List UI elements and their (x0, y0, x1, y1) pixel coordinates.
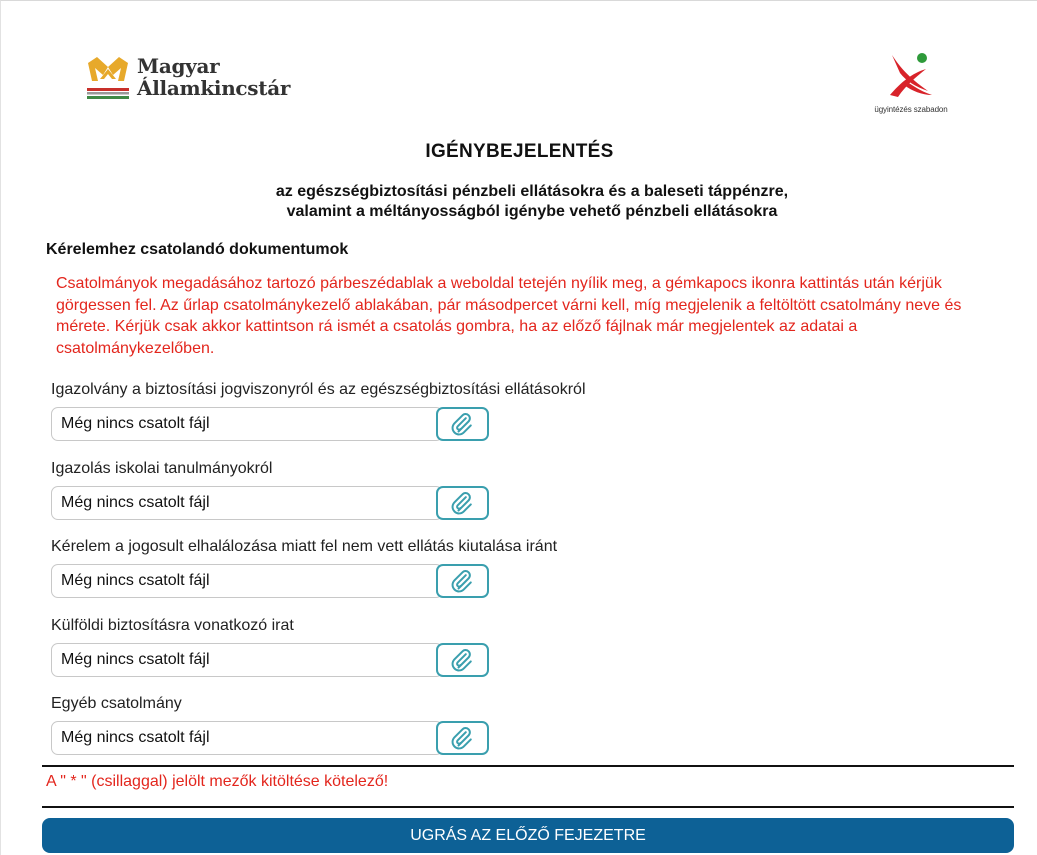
attach-file-button[interactable] (436, 407, 489, 441)
attachment-row (51, 643, 489, 677)
attachment-group (51, 615, 489, 677)
subtitle-line-2: valamint a méltányosságból igénybe vehető pénzbeli ellátásokra (286, 203, 778, 220)
attachment-notice: Csatolmányok megadásához tartozó párbeszédablak a weboldal tetején nyílik meg, a gémkapocs ikonra kattintás után kérjük görgessen fel. Az űrlap csatolmánykezelő ablakában, pár másodpercet várni kell, míg megjelenik a feltöltött csatolmány neve és mérete. Kérjük csak akkor kattintson rá ismét a csatolás gombra, ha az előző fájlnak már megjelentek az adatai a csatolmánykezelőben. (56, 275, 962, 357)
attachment-file-field[interactable]: Még nincs csatolt fájl (51, 721, 443, 755)
attachment-group (51, 536, 557, 598)
attach-file-button[interactable] (436, 721, 489, 755)
page-subtitle (1, 182, 1037, 222)
attach-file-button[interactable] (436, 486, 489, 520)
attachment-label: Igazolás iskolai tanulmányokról (51, 460, 273, 477)
page-title: IGÉNYBEJELENTÉS (425, 141, 614, 162)
divider-bottom (42, 806, 1014, 808)
attachment-row (51, 486, 489, 520)
attachment-label: Kérelem a jogosult elhalálozása miatt fel nem vett ellátás kiutalása iránt (51, 538, 558, 555)
brand-line-2: Államkincstár (137, 76, 291, 100)
attachment-row (51, 407, 489, 441)
paperclip-icon (450, 726, 476, 750)
previous-section-button[interactable]: UGRÁS AZ ELŐZŐ FEJEZETRE (42, 818, 1014, 853)
ugyintezes-mark-icon (886, 51, 936, 99)
subtitle-line-1: az egészségbiztosítási pénzbeli ellátásokra és a baleseti táppénzre, (275, 183, 789, 200)
paperclip-icon (450, 491, 476, 515)
brand-line-1: Magyar (137, 54, 220, 78)
attachment-group (51, 379, 586, 441)
attachment-file-field[interactable]: Még nincs csatolt fájl (51, 564, 443, 598)
attachment-file-field[interactable]: Még nincs csatolt fájl (51, 407, 443, 441)
paperclip-icon (450, 569, 476, 593)
attachment-row (51, 721, 489, 755)
ugyintezes-caption: ügyintézés szabadon (874, 105, 948, 114)
crown-icon (87, 55, 129, 101)
attachment-label: Egyéb csatolmány (51, 695, 182, 712)
attach-file-button[interactable] (436, 564, 489, 598)
attach-file-button[interactable] (436, 643, 489, 677)
attachment-label: Igazolvány a biztosítási jogviszonyról és az egészségbiztosítási ellátásokról (51, 381, 586, 398)
attachment-group (51, 693, 489, 755)
attachment-label: Külföldi biztosításra vonatkozó irat (51, 617, 294, 634)
attachment-file-field[interactable]: Még nincs csatolt fájl (51, 643, 443, 677)
divider-top (42, 765, 1014, 767)
attachment-group (51, 458, 489, 520)
paperclip-icon (450, 648, 476, 672)
attachment-row (51, 564, 489, 598)
paperclip-icon (450, 412, 476, 436)
attachment-file-field[interactable]: Még nincs csatolt fájl (51, 486, 443, 520)
brand-name (137, 55, 290, 99)
required-fields-note: A " * " (csillaggal) jelölt mezők kitöltése kötelező! (46, 773, 389, 790)
section-heading: Kérelemhez csatolandó dokumentumok (46, 241, 349, 258)
allamkincstar-logo (87, 55, 290, 101)
ugyintezes-logo (863, 51, 959, 114)
